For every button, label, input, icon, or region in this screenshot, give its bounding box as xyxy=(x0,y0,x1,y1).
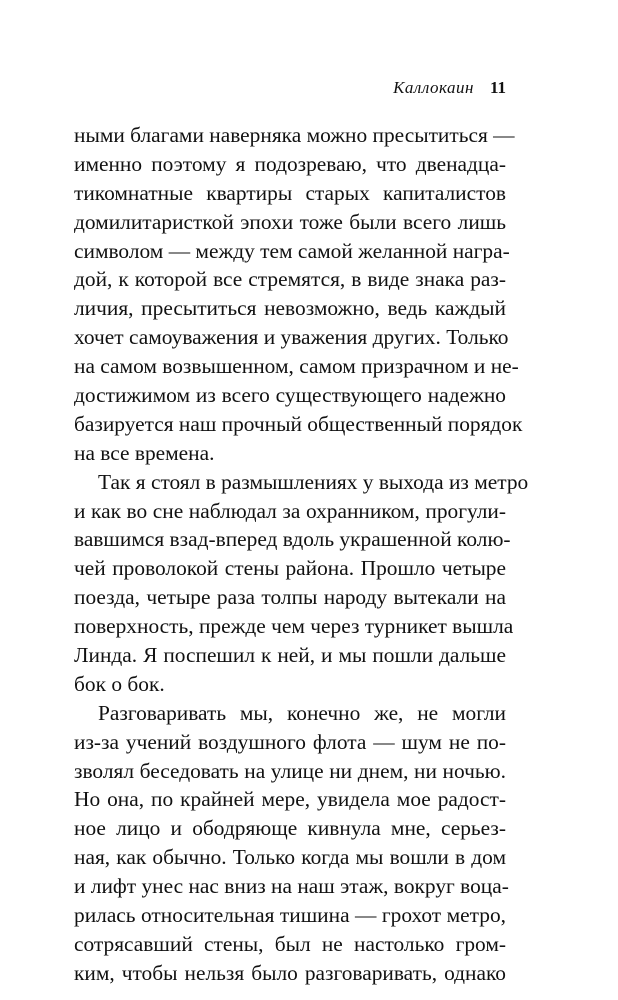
text-line: рилась относительная тишина — грохот метро, xyxy=(74,903,506,928)
text-line: тикомнатные квартиры старых капиталистов xyxy=(74,180,506,205)
text-line: на самом возвышенном, самом призрачном и не- xyxy=(74,354,519,379)
text-line: Так я стоял в размышлениях у выхода из метро xyxy=(98,469,529,494)
text-line: из-за учений воздушного флота — шум не по- xyxy=(74,729,506,754)
text-line: хочет самоуважения и уважения других. Только xyxy=(74,325,509,350)
text-line: личия, пресытиться невозможно, ведь каждый xyxy=(74,296,506,321)
text-line: именно поэтому я подозреваю, что двенадца- xyxy=(74,151,506,176)
text-line: достижимом из всего существующего надежно xyxy=(74,383,506,408)
running-title: Каллокаин xyxy=(393,78,474,97)
running-header xyxy=(393,78,506,98)
page-number: 11 xyxy=(489,78,506,97)
text-line: бок о бок. xyxy=(74,671,165,696)
text-line: и лифт унес нас вниз на наш этаж, вокруг воца- xyxy=(74,874,509,899)
text-line: Линда. Я поспешил к ней, и мы пошли дальше xyxy=(74,643,506,668)
text-line: вавшимся взад-вперед вдоль украшенной колю- xyxy=(74,527,511,552)
text-line: поверхность, прежде чем через турникет вышла xyxy=(74,614,514,639)
text-line: ким, чтобы нельзя было разговаривать, однако xyxy=(74,960,506,985)
text-line: на все времена. xyxy=(74,440,215,465)
text-line: ная, как обычно. Только когда мы вошли в дом xyxy=(74,845,506,870)
text-line: базируется наш прочный общественный порядок xyxy=(74,411,523,436)
text-line: Но она, по крайней мере, увидела мое радост- xyxy=(74,787,506,812)
text-line: и как во сне наблюдал за охранником, прогули- xyxy=(74,498,506,523)
text-line: символом — между тем самой желанной награ- xyxy=(74,238,510,263)
text-line: дой, к которой все стремятся, в виде знака раз- xyxy=(74,267,506,292)
text-line: ными благами наверняка можно пресытиться — xyxy=(74,123,515,147)
text-line: поезда, четыре раза толпы народу вытекали на xyxy=(74,585,506,610)
text-line: ное лицо и ободряюще кивнула мне, серьез- xyxy=(74,816,506,841)
text-line: Разговаривать мы, конечно же, не могли xyxy=(98,700,506,725)
body-text xyxy=(74,121,529,988)
text-line: чей проволокой стены района. Прошло четыре xyxy=(74,556,506,581)
text-line: сотрясавший стены, был не настолько гром- xyxy=(74,931,506,956)
text-line: зволял беседовать на улице ни днем, ни ночью. xyxy=(74,758,506,783)
text-line: домилитаристкой эпохи тоже были всего лишь xyxy=(74,209,506,234)
